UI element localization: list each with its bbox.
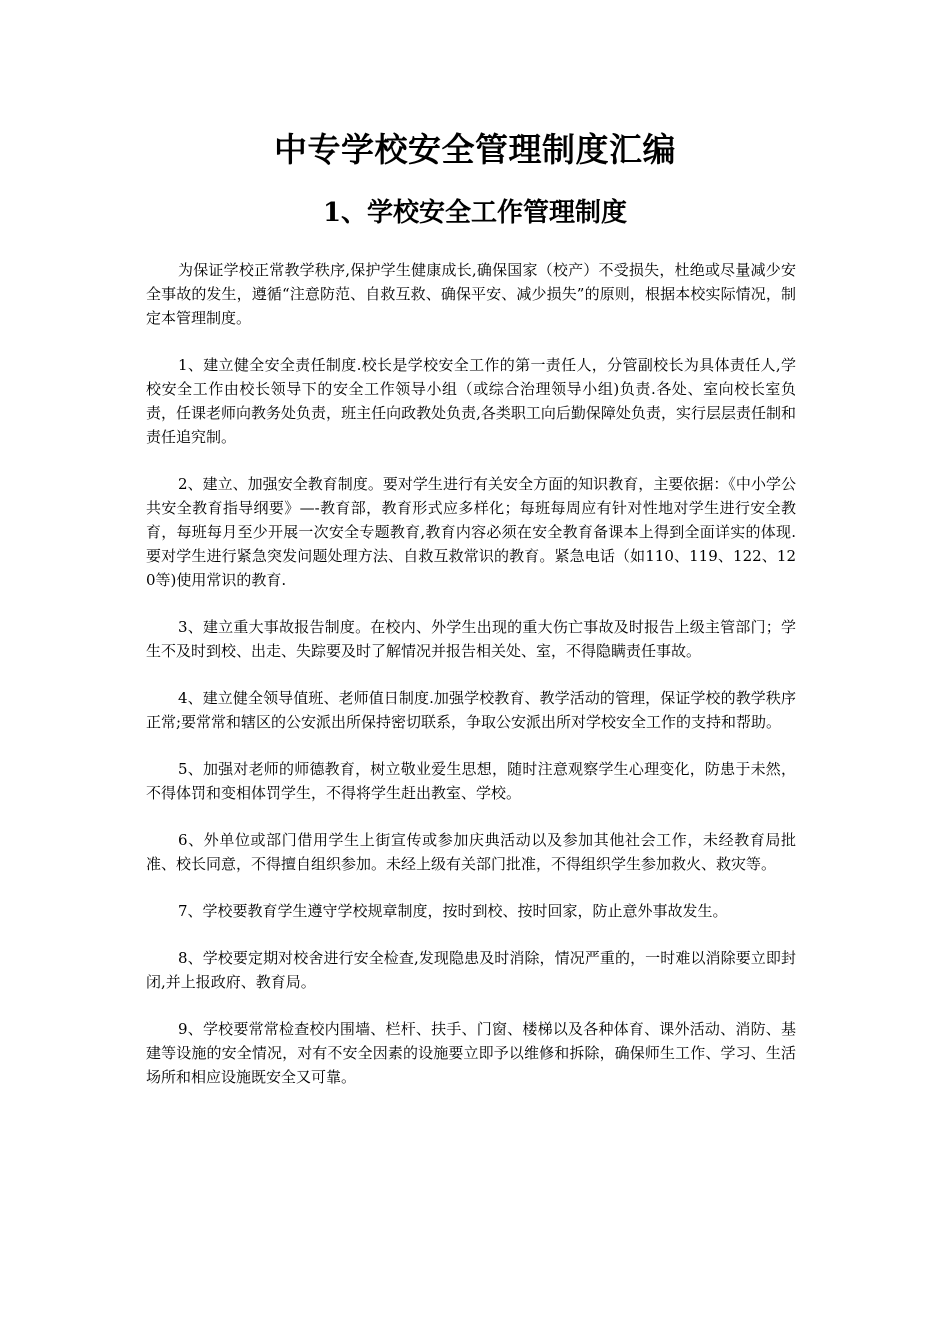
paragraph-4: 4、建立健全领导值班、老师值日制度.加强学校教育、教学活动的管理，保证学校的教学秩序正常;要常常和辖区的公安派出所保持密切联系，争取公安派出所对学校安全工作的支持和帮助。 xyxy=(146,689,796,731)
document-body xyxy=(146,258,796,1112)
paragraph-intro: 为保证学校正常教学秩序,保护学生健康成长,确保国家（校产）不受损失，杜绝或尽量减少安全事故的发生，遵循“注意防范、自救互救、确保平安、减少损失”的原则，根据本校实际情况，制定本管理制度。 xyxy=(146,261,796,327)
paragraph-7: 7、学校要教育学生遵守学校规章制度，按时到校、按时回家，防止意外事故发生。 xyxy=(178,902,728,920)
paragraph-9: 9、学校要常常检查校内围墙、栏杆、扶手、门窗、楼梯以及各种体育、课外活动、消防、基建等设施的安全情况，对有不安全因素的设施要立即予以维修和拆除，确保师生工作、学习、生活场所和相应设施既安全又可靠。 xyxy=(146,1020,796,1086)
paragraph-6: 6、外单位或部门借用学生上街宣传或参加庆典活动以及参加其他社会工作，未经教育局批准、校长同意，不得擅自组织参加。未经上级有关部门批准，不得组织学生参加救火、救灾等。 xyxy=(146,831,796,873)
paragraph-3: 3、建立重大事故报告制度。在校内、外学生出现的重大伤亡事故及时报告上级主管部门；学生不及时到校、出走、失踪要及时了解情况并报告相关处、室，不得隐瞒责任事故。 xyxy=(146,618,796,660)
section-title: 1、学校安全工作管理制度 xyxy=(322,198,628,228)
document-title: 中专学校安全管理制度汇编 xyxy=(274,130,676,169)
paragraph-2: 2、建立、加强安全教育制度。要对学生进行有关安全方面的知识教育，主要依据：《中小学公共安全教育指导纲要》—-教育部，教育形式应多样化；每班每周应有针对性地对学生进行安全教育，每班每月至少开展一次安全专题教育,教育内容必须在安全教育备课本上得到全面详实的体现.要对学生进行紧急突发问题处理方法、自救互救常识的教育。紧急电话（如110、119、122、120等)使用常识的教育. xyxy=(146,475,796,589)
paragraph-8: 8、学校要定期对校舍进行安全检查,发现隐患及时消除，情况严重的，一时难以消除要立即封闭,并上报政府、教育局。 xyxy=(146,949,796,991)
paragraph-5: 5、加强对老师的师德教育，树立敬业爱生思想，随时注意观察学生心理变化，防患于未然，不得体罚和变相体罚学生，不得将学生赶出教室、学校。 xyxy=(146,760,796,802)
paragraph-1: 1、建立健全安全责任制度.校长是学校安全工作的第一责任人，分管副校长为具体责任人,学校安全工作由校长领导下的安全工作领导小组（或综合治理领导小组)负责.各处、室向校长室负责，任课老师向教务处负责，班主任向政教处负责,各类职工向后勤保障处负责，实行层层责任制和责任追究制。 xyxy=(146,356,796,446)
